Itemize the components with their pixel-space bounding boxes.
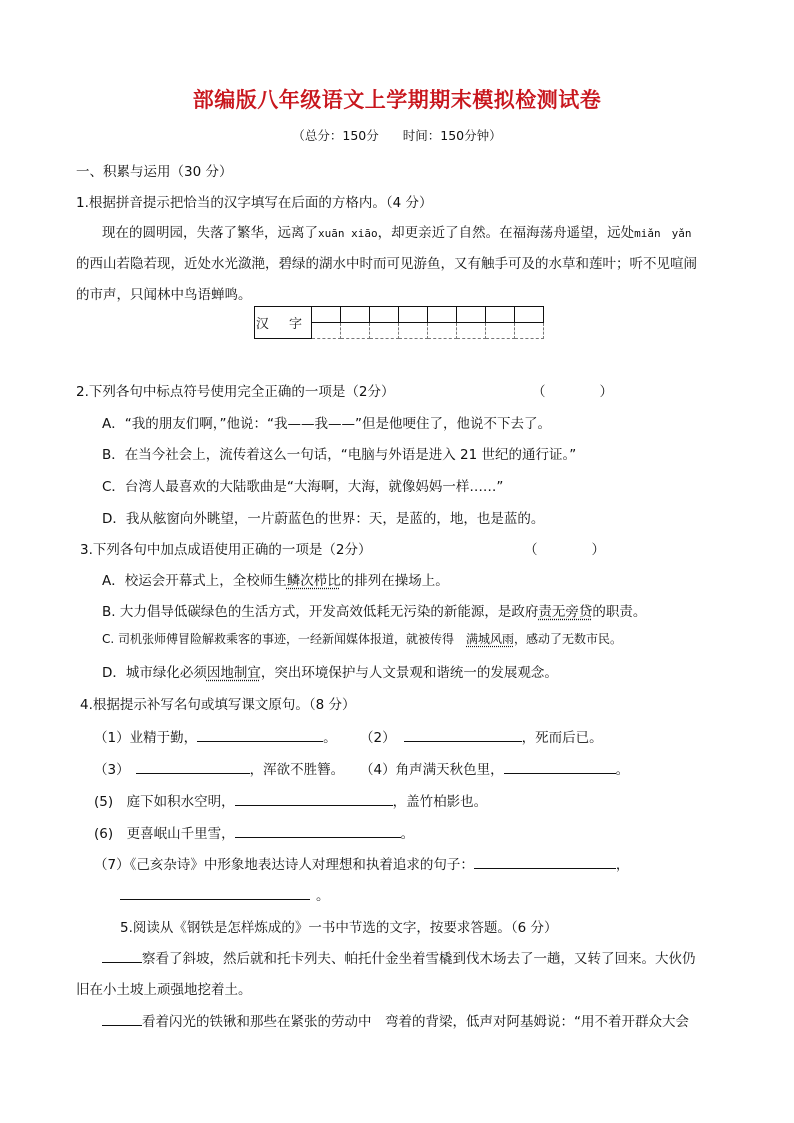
q3-b-idiom: 责无旁贷: [538, 604, 593, 620]
q4-stem: 4.根据提示补写名句或填写课文原句。（8 分）: [80, 697, 356, 713]
exam-subtitle: [0, 126, 794, 144]
q4-7-comma: ，: [615, 857, 630, 873]
q2-option-c: C．台湾人最喜欢的大陆歌曲是“大海啊，大海，就像妈妈一样……”: [102, 479, 504, 495]
q3-c-text-end: ，感动了无数市民。: [514, 632, 623, 646]
q3-b-text-end: 的职责。: [592, 604, 647, 620]
grid-cell[interactable]: [515, 323, 544, 339]
grid-cell[interactable]: [341, 323, 370, 339]
q3-b-text: B. 大力倡导低碳绿色的生活方式，开发高效低耗无污染的新能源，是政府: [102, 604, 539, 620]
grid-cell[interactable]: [399, 307, 428, 323]
q1-text-a: 现在的圆明园，失落了繁华，远离了: [102, 225, 318, 241]
q3-option-a: [102, 569, 449, 589]
q4-item-7-cont: [120, 884, 330, 904]
section-heading: 一、积累与运用（30 分）: [76, 164, 233, 180]
q5-stem: 5.阅读从《钢铁是怎样炼成的》一书中节选的文字，按要求答题。（6 分）: [120, 920, 558, 936]
q3-a-text: A．校运会开幕式上，全校师生: [102, 573, 287, 589]
q3-c-text: C. 司机张师傅冒险解救乘客的事迹，一经新闻媒体报道，就被传得: [102, 632, 467, 646]
answer-blank[interactable]: [120, 885, 310, 900]
q3-option-d: [102, 661, 558, 681]
q3-a-idiom: 鳞次栉比: [286, 573, 341, 589]
hanzi-answer-grid: [254, 306, 544, 339]
q4-2-end: ，死而后已。: [521, 730, 603, 746]
q1-text-b: ，却更亲近了自然。在福海荡舟遥望，远处: [377, 225, 635, 241]
q4-7-end: 。: [316, 888, 330, 904]
q4-3-end: ，浑欲不胜簪。: [249, 762, 345, 778]
q4-item-7: [94, 853, 629, 873]
grid-cell[interactable]: [486, 307, 515, 323]
grid-cell[interactable]: [428, 307, 457, 323]
q4-5-prompt: (5) 庭下如积水空明，: [94, 794, 235, 810]
grid-cell[interactable]: [341, 307, 370, 323]
grid-cell[interactable]: [457, 307, 486, 323]
q4-item-5: [94, 790, 487, 810]
q3-answer-paren[interactable]: （ ）: [524, 542, 605, 558]
q1-passage-line2: 的西山若隐若现，近处水光潋滟，碧绿的湖水中时而可见游鱼，又有触手可及的水草和莲叶；听不见喧闹: [76, 256, 697, 272]
answer-blank[interactable]: [235, 823, 401, 838]
q1-passage-line1: [102, 221, 691, 241]
q4-item-2: [360, 726, 603, 746]
q3-option-c: [102, 630, 622, 647]
q3-d-idiom: 因地制宜: [206, 665, 261, 681]
q1-stem: 1.根据拼音提示把恰当的汉字填写在后面的方格内。（4 分）: [76, 195, 433, 211]
q4-item-3: [94, 758, 344, 778]
q4-1-prompt: （1）业精于勤，: [94, 730, 198, 746]
q1-passage-line3: 的市声，只闻林中鸟语蝉鸣。: [76, 287, 252, 303]
q4-7-prompt: （7）《己亥杂诗》中形象地表达诗人对理想和执着追求的句子：: [94, 857, 474, 873]
answer-blank[interactable]: [136, 759, 250, 774]
exam-time: 时间：150分钟）: [402, 128, 502, 143]
grid-cell[interactable]: [457, 323, 486, 339]
answer-blank[interactable]: [102, 1011, 142, 1026]
q1-pinyin-mianyan: miǎn yǎn: [634, 227, 692, 240]
q4-2-prompt: （2）: [360, 730, 396, 746]
q4-4-prompt: （4）角声满天秋色里，: [360, 762, 504, 778]
q4-5-end: ，盖竹柏影也。: [392, 794, 488, 810]
q2-answer-paren[interactable]: （ ）: [532, 384, 613, 400]
answer-blank[interactable]: [235, 791, 393, 806]
grid-cell[interactable]: [370, 323, 399, 339]
grid-cell[interactable]: [312, 323, 341, 339]
answer-blank[interactable]: [197, 727, 323, 742]
q5-para1-text: 察看了斜坡，然后就和托卡列夫、帕托什金坐着雪橇到伐木场去了一趟，又转了回来。大伙仍: [142, 951, 696, 967]
total-score: （总分：150分: [292, 128, 379, 143]
q2-option-a: A．“我的朋友们啊，”他说：“我——我——”但是他哽住了，他说不下去了。: [102, 416, 551, 432]
q2-option-b: B．在当今社会上，流传着这么一句话，“电脑与外语是进入 21 世纪的通行证。”: [102, 447, 577, 463]
answer-blank[interactable]: [474, 854, 616, 869]
q3-option-b: [102, 600, 646, 620]
q4-1-end: 。: [323, 730, 337, 746]
q4-3-prompt: （3）: [94, 762, 130, 778]
q5-para1-line2: 旧在小土坡上顽强地挖着土。: [76, 982, 252, 998]
q3-stem: 3.下列各句中加点成语使用正确的一项是（2分）: [80, 542, 372, 558]
grid-label: 汉 字: [255, 307, 312, 339]
answer-blank[interactable]: [102, 948, 142, 963]
exam-title: 部编版八年级语文上学期期末模拟检测试卷: [192, 88, 602, 112]
q3-d-text-end: ，突出环境保护与人文景观和谐统一的发展观念。: [260, 665, 558, 681]
q2-stem: 2.下列各句中标点符号使用完全正确的一项是（2分）: [76, 384, 395, 400]
q4-item-6: [94, 822, 414, 842]
q4-6-end: 。: [400, 826, 415, 842]
q5-para2-line1: [102, 1010, 689, 1030]
grid-cell[interactable]: [515, 307, 544, 323]
answer-blank[interactable]: [404, 727, 522, 742]
q4-item-1: [94, 726, 337, 746]
grid-cell[interactable]: [312, 307, 341, 323]
q3-a-text-end: 的排列在操场上。: [340, 573, 449, 589]
q4-item-4: [360, 758, 629, 778]
q4-4-end: 。: [615, 762, 630, 778]
q5-para2-text: 看着闪光的铁锹和那些在紧张的劳动中 弯着的背梁，低声对阿基姆说：“用不着开群众大会: [142, 1014, 689, 1030]
q5-para1-line1: [102, 947, 696, 967]
q2-option-d: D．我从舷窗向外眺望，一片蔚蓝色的世界：天，是蓝的，地，也是蓝的。: [102, 511, 545, 527]
answer-blank[interactable]: [504, 759, 616, 774]
q1-pinyin-xuanxiao: xuān xiāo: [318, 227, 378, 240]
q3-c-idiom: 满城风雨: [466, 632, 515, 646]
grid-cell[interactable]: [399, 323, 428, 339]
q3-d-text: D．城市绿化必须: [102, 665, 207, 681]
grid-cell[interactable]: [428, 323, 457, 339]
q4-6-prompt: (6) 更喜岷山千里雪，: [94, 826, 235, 842]
grid-cell[interactable]: [370, 307, 399, 323]
grid-cell[interactable]: [486, 323, 515, 339]
